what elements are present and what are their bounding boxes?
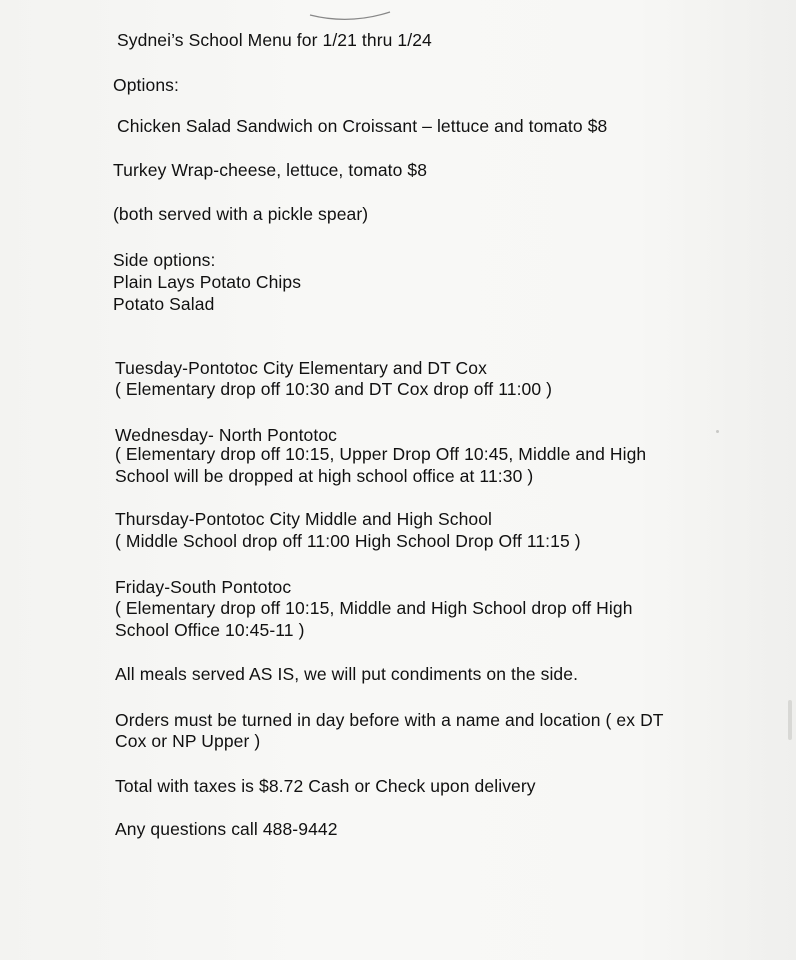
side-option-chips: Plain Lays Potato Chips xyxy=(113,272,302,292)
contact-note: Any questions call 488-9442 xyxy=(115,819,338,839)
options-label: Options: xyxy=(113,75,179,95)
schedule-thursday-day: Thursday-Pontotoc City Middle and High School xyxy=(115,509,493,529)
schedule-tuesday-detail: ( Elementary drop off 10:30 and DT Cox drop off 11:00 ) xyxy=(115,379,553,399)
menu-item-turkey-wrap: Turkey Wrap-cheese, lettuce, tomato $8 xyxy=(113,160,428,180)
paper-speck xyxy=(716,430,719,433)
menu-title: Sydnei’s School Menu for 1/21 thru 1/24 xyxy=(117,30,432,50)
schedule-friday-day: Friday-South Pontotoc xyxy=(115,577,292,597)
schedule-wednesday-detail-2: School will be dropped at high school office at 11:30 ) xyxy=(115,466,534,486)
schedule-thursday-detail: ( Middle School drop off 11:00 High School Drop Off 11:15 ) xyxy=(115,531,581,551)
schedule-friday-detail-2: School Office 10:45-11 ) xyxy=(115,620,305,640)
schedule-wednesday-detail-1: ( Elementary drop off 10:15, Upper Drop Off 10:45, Middle and High xyxy=(115,444,647,464)
schedule-friday-detail-1: ( Elementary drop off 10:15, Middle and High School drop off High xyxy=(115,598,633,618)
schedule-wednesday-day: Wednesday- North Pontotoc xyxy=(115,425,338,445)
logo-partial-arc xyxy=(270,0,430,30)
side-options-label: Side options: xyxy=(113,250,216,270)
menu-item-chicken-salad: Chicken Salad Sandwich on Croissant – lettuce and tomato $8 xyxy=(117,116,608,136)
paper-edge-mark xyxy=(788,700,792,740)
served-note: (both served with a pickle spear) xyxy=(113,204,369,224)
total-note: Total with taxes is $8.72 Cash or Check upon delivery xyxy=(115,776,536,796)
orders-note-line-2: Cox or NP Upper ) xyxy=(115,731,261,751)
orders-note-line-1: Orders must be turned in day before with a name and location ( ex DT xyxy=(115,710,664,730)
schedule-tuesday-day: Tuesday-Pontotoc City Elementary and DT Cox xyxy=(115,358,487,378)
side-option-potato-salad: Potato Salad xyxy=(113,294,215,314)
condiments-note: All meals served AS IS, we will put condiments on the side. xyxy=(115,664,579,684)
